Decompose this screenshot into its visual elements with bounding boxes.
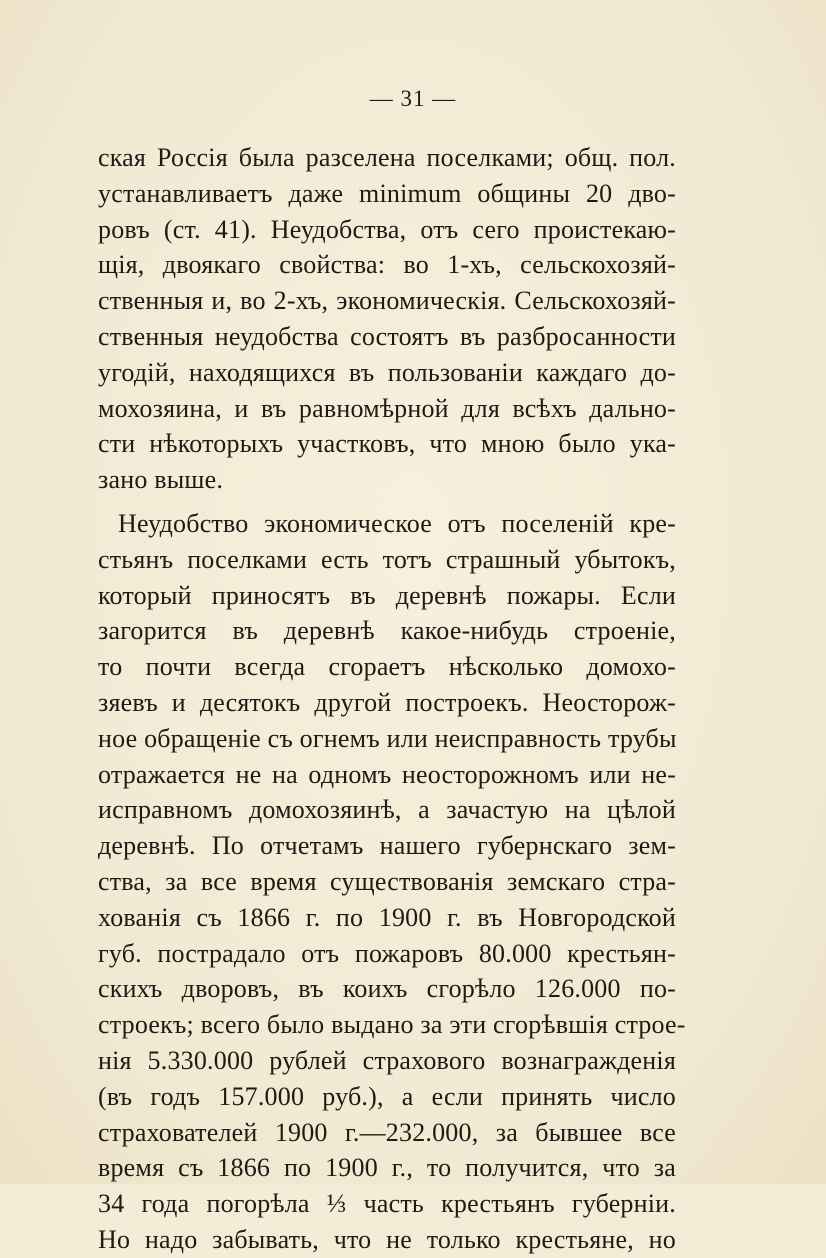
text-line: нія 5.330.000 рублей страхового вознагражденія <box>98 1045 676 1075</box>
text-line: ное обращеніе съ огнемъ или неисправность трубы <box>98 723 677 753</box>
text-line: строекъ; всего было выдано за эти сгорѣвшія строе- <box>98 1010 686 1040</box>
text-line: устанавливаетъ даже minimum общины 20 дво- <box>98 178 676 208</box>
text-line: стьянъ поселками есть тотъ страшный убытокъ, <box>98 544 676 574</box>
text-line: загорится въ деревнѣ какое-нибудь строеніе, <box>98 616 676 646</box>
text-line: деревнѣ. По отчетамъ нашего губернскаго зем- <box>98 831 676 861</box>
text-line: (въ годъ 157.000 руб.), а если принять число <box>98 1081 676 1111</box>
paragraph-1 <box>98 140 676 498</box>
paragraph-gap <box>98 498 676 506</box>
text-line: то почти всегда сгораетъ нѣсколько домохо- <box>98 652 676 682</box>
text-line: ственныя неудобства состоятъ въ разбросанности <box>98 321 676 351</box>
text-line: ровъ (ст. 41). Неудобства, отъ сего проистекаю- <box>98 214 676 244</box>
text-line: страхователей 1900 г.—232.000, за бывшее все <box>98 1117 676 1147</box>
text-line: зано выше. <box>98 465 224 495</box>
text-line: угодій, находящихся въ пользованіи каждаго до- <box>98 357 676 387</box>
text-line: зяевъ и десятокъ другой построекъ. Неосторож- <box>98 687 676 717</box>
text-line: исправномъ домохозяинѣ, а зачастую на цѣлой <box>98 795 676 825</box>
text-line: сти нѣкоторыхъ участковъ, что мною было ука- <box>98 429 676 459</box>
text-line: время съ 1866 по 1900 г., то получится, что за <box>98 1153 676 1183</box>
text-line: хованія съ 1866 г. по 1900 г. въ Новгородской <box>98 902 676 932</box>
paragraph-2 <box>98 506 686 1258</box>
page-number: — 31 — <box>369 86 457 111</box>
text-line: ская Россія была разселена поселками; общ. пол. <box>98 143 676 172</box>
text-line: который приносятъ въ деревнѣ пожары. Если <box>98 580 676 610</box>
text-line: щія, двоякаго свойства: во 1-хъ, сельскохозяй- <box>98 250 676 280</box>
body-text <box>98 140 686 1258</box>
text-line: отражается не на одномъ неосторожномъ или не- <box>98 759 676 789</box>
text-line: скихъ дворовъ, въ коихъ сгорѣло 126.000 по- <box>98 974 676 1004</box>
text-line: Но надо забывать, что не только крестьяне, но <box>98 1224 676 1254</box>
text-line: Неудобство экономическое отъ поселеній кре- <box>118 508 676 538</box>
text-line: мохозяина, и въ равномѣрной для всѣхъ дально- <box>98 393 676 423</box>
text-line: 34 года погорѣла ⅓ часть крестьянъ губерніи. <box>98 1189 676 1219</box>
text-line: губ. пострадало отъ пожаровъ 80.000 крестьян- <box>98 938 676 968</box>
text-line: ственныя и, во 2-хъ, экономическія. Сельскохозяй- <box>98 286 676 316</box>
text-line: ства, за все время существованія земскаго стра- <box>98 866 676 896</box>
